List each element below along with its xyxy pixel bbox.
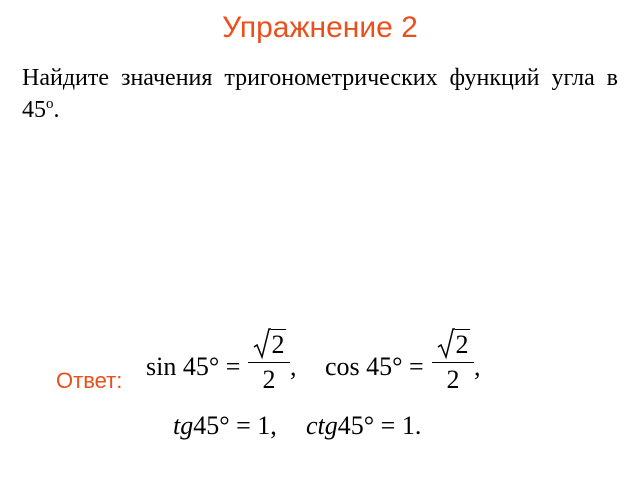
sin-comma: , — [290, 352, 297, 381]
sin-numerator — [246, 326, 292, 360]
cos-numerator — [430, 326, 476, 360]
ctg-value: 45° = 1. — [337, 411, 422, 440]
task-text — [22, 62, 618, 126]
degree-mark: o — [46, 96, 54, 112]
sqrt-icon — [253, 328, 271, 360]
sin-fraction-bar — [248, 362, 290, 363]
task-body: Найдите значения тригонометрических функций угла в 45 — [22, 65, 618, 123]
sin-fraction — [246, 326, 292, 395]
sin-formula-lhs: sin 45° = — [146, 352, 241, 381]
task-end: . — [53, 97, 60, 123]
sqrt-icon — [437, 328, 455, 360]
cos-radicand: 2 — [455, 330, 469, 359]
slide-title: Упражнение 2 — [222, 11, 418, 44]
sin-radicand: 2 — [271, 330, 285, 359]
sin-denominator: 2 — [262, 365, 276, 395]
tg-function: tg — [173, 411, 194, 440]
tg-value: 45° = 1, — [193, 411, 277, 440]
cos-comma: , — [474, 352, 481, 381]
cos-formula-lhs: cos 45° = — [325, 352, 424, 381]
cos-fraction — [430, 326, 476, 395]
cos-denominator: 2 — [446, 365, 460, 395]
cos-fraction-bar — [432, 362, 474, 363]
answer-label: Ответ: — [56, 368, 123, 393]
tg-formula — [173, 411, 277, 441]
ctg-function: ctg — [306, 411, 338, 440]
ctg-formula — [306, 411, 421, 441]
